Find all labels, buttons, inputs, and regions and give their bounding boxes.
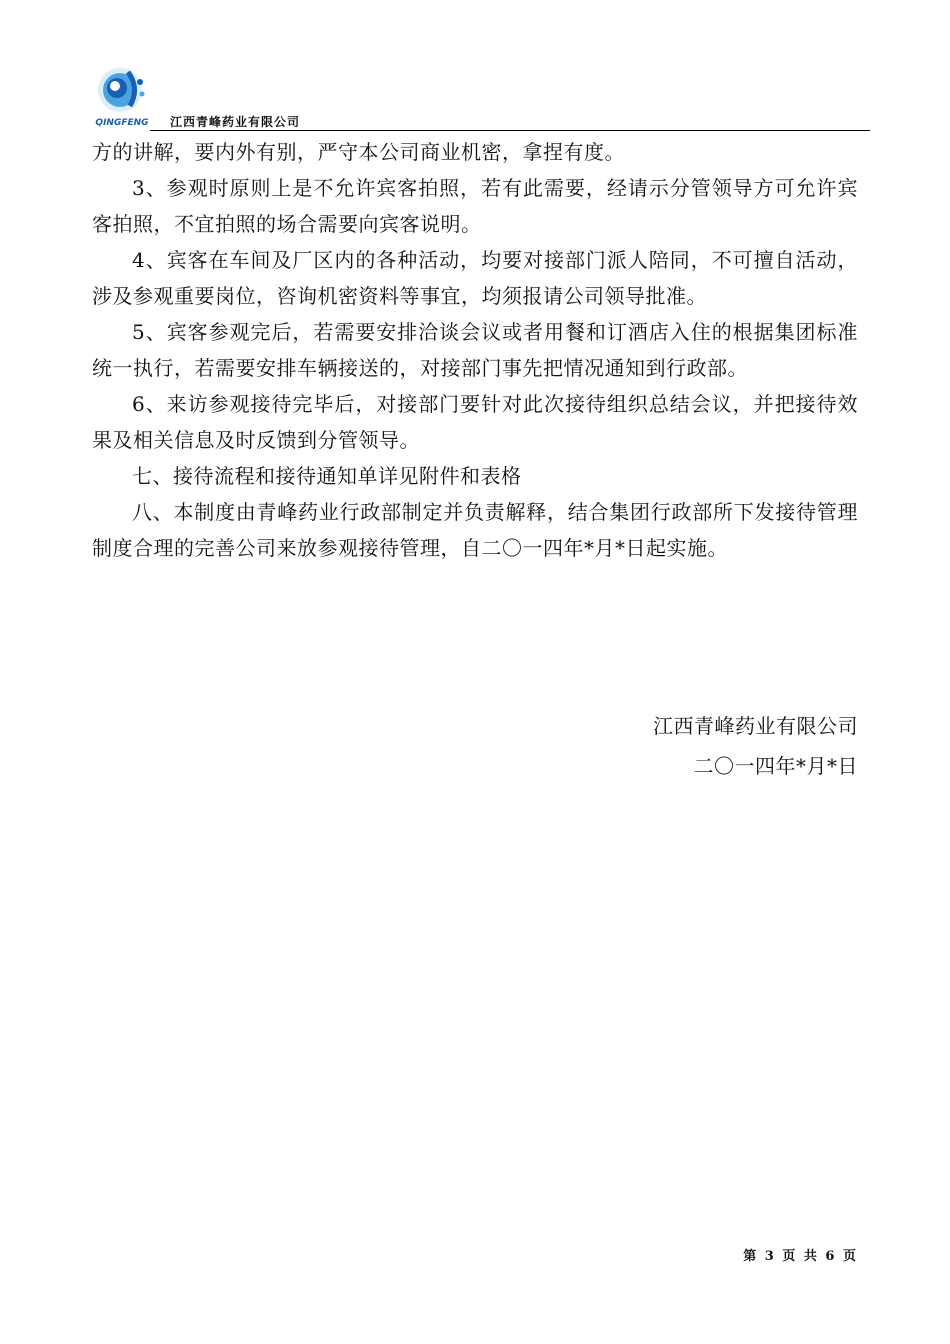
paragraph-item-5: 5、宾客参观完后，若需要安排洽谈会议或者用餐和订酒店入住的根据集团标准统一执行，若需要安排车辆接送的，对接部门事先把情况通知到行政部。 [92,320,858,380]
signature-date: 二〇一四年*月*日 [693,754,858,778]
page-header [90,66,870,130]
paragraph-item-3: 3、参观时原则上是不允许宾客拍照，若有此需要，经请示分管领导方可允许宾客拍照，不宜拍照的场合需要向宾客说明。 [92,176,858,236]
paragraph-item-6: 6、来访参观接待完毕后，对接部门要针对此次接待组织总结会议，并把接待效果及相关信息及时反馈到分管领导。 [92,392,858,452]
logo-wordmark: QINGFENG [95,118,149,128]
page-number: 第 3 页 共 6 页 [743,1249,858,1264]
paragraph-section-8: 八、本制度由青峰药业行政部制定并负责解释，结合集团行政部所下发接待管理制度合理的完善公司来放参观接待管理，自二〇一四年*月*日起实施。 [92,500,858,560]
paragraph-section-7: 七、接待流程和接待通知单详见附件和表格 [132,464,522,488]
signature-block [653,706,858,786]
qingfeng-logo-icon [90,66,154,128]
paragraph-continuation: 方的讲解，要内外有别，严守本公司商业机密，拿捏有度。 [92,140,625,164]
signature-company: 江西青峰药业有限公司 [653,714,858,738]
paragraph-item-4: 4、宾客在车间及厂区内的各种活动，均要对接部门派人陪同，不可擅自活动，涉及参观重要岗位，咨询机密资料等事宜，均须报请公司领导批准。 [92,248,858,308]
document-body [92,134,858,566]
header-divider [150,130,870,131]
header-company-name: 江西青峰药业有限公司 [170,115,301,129]
